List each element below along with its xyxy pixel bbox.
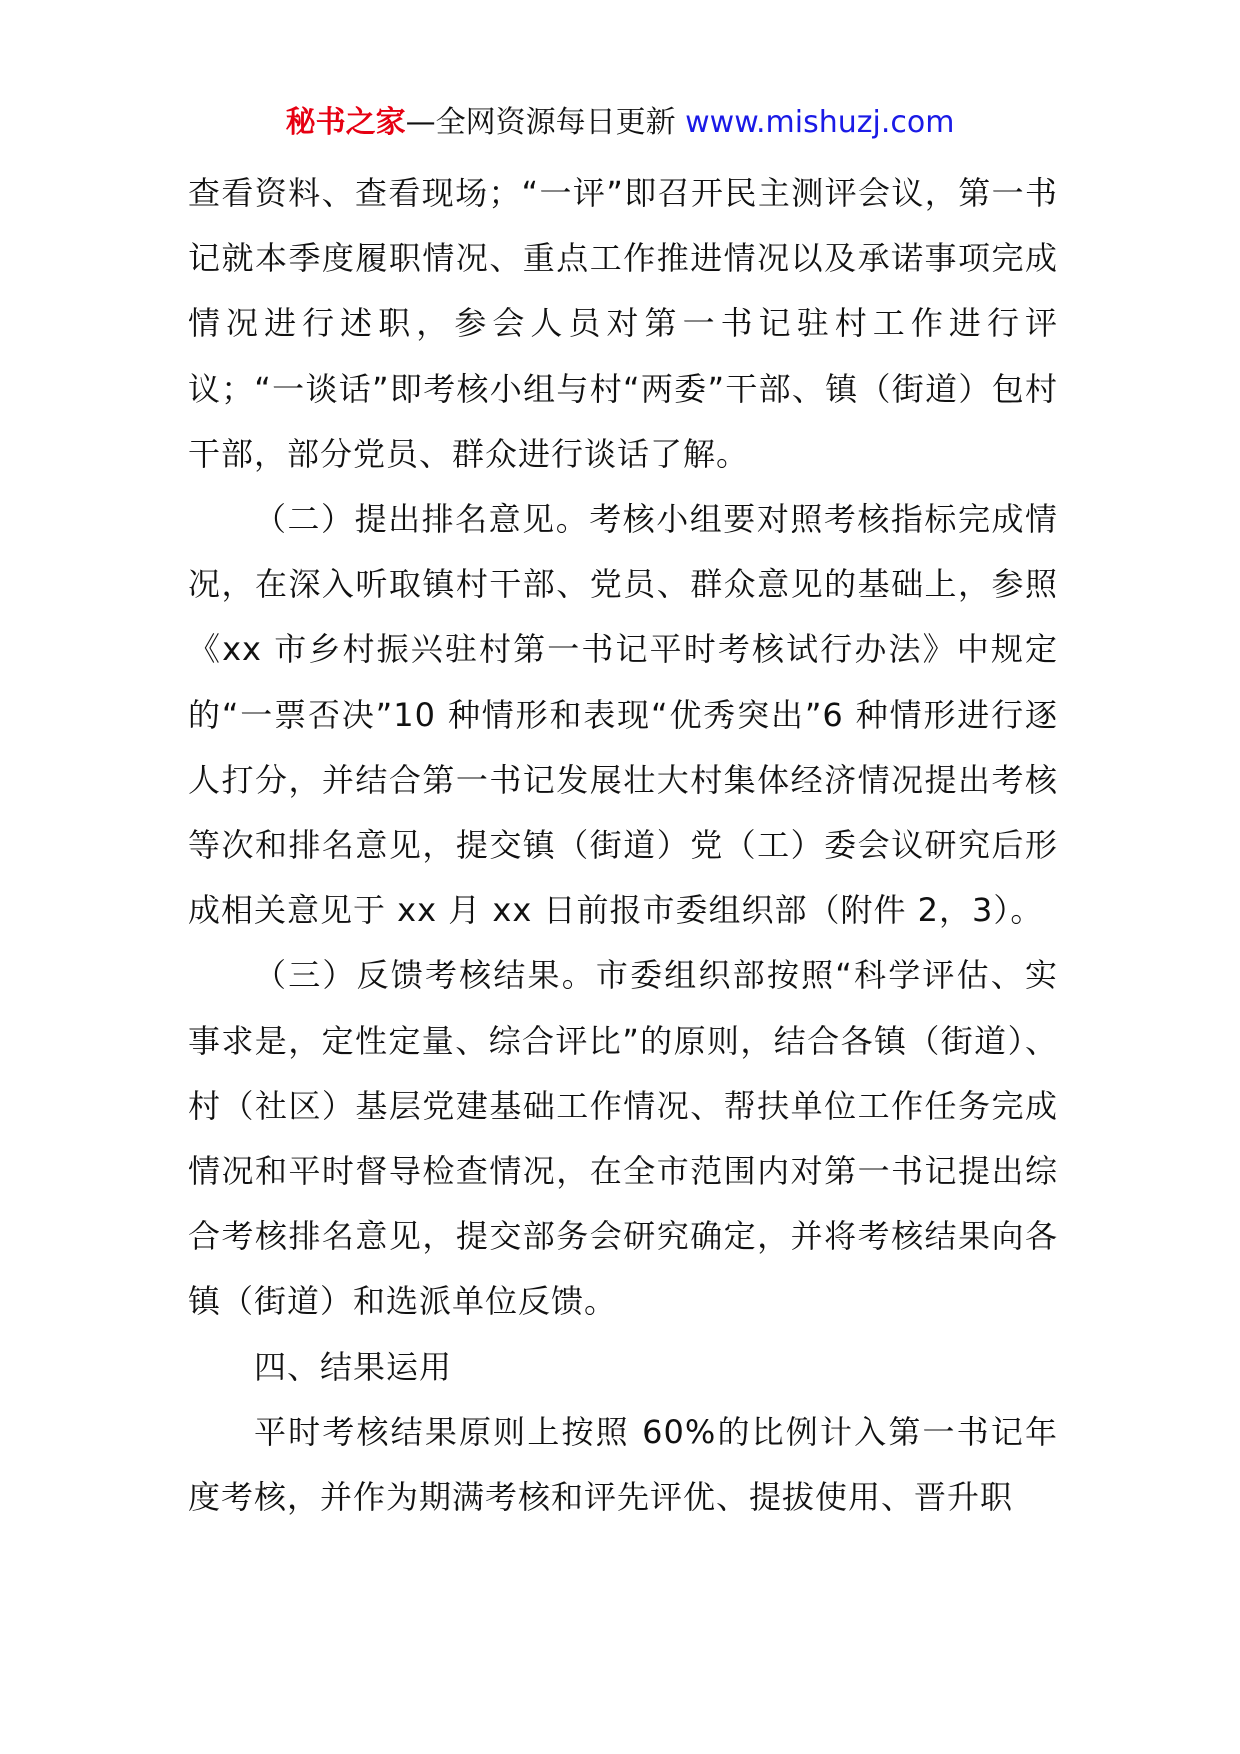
paragraph-ranking-opinion: （二）提出排名意见。考核小组要对照考核指标完成情况，在深入听取镇村干部、党员、群众意见的基础上，参照《xx 市乡村振兴驻村第一书记平时考核试行办法》中规定的“一票否决”10 种情形和表现“优秀突出”6 种情形进行逐人打分，并结合第一书记发展壮大村集体经济情况提出考核等次和排名意见，提交镇（街道）党（工）委会议研究后形成相关意见于 xx 月 xx 日前报市委组织部（附件 2，3）。	[188, 500, 1058, 930]
header-brand: 秘书之家	[285, 105, 406, 140]
header-slogan: —全网资源每日更新	[405, 105, 686, 140]
section-heading-results-use: 四、结果运用	[254, 1347, 453, 1386]
page-header	[0, 100, 1240, 146]
document-body	[188, 161, 1058, 1530]
header-url-link[interactable]: www.mishuzj.com	[685, 105, 955, 140]
paragraph-results-use: 平时考核结果原则上按照 60%的比例计入第一书记年度考核，并作为期满考核和评先评优、提拔使用、晋升职	[188, 1412, 1058, 1517]
paragraph-feedback-results: （三）反馈考核结果。市委组织部按照“科学评估、实事求是，定性定量、综合评比”的原则，结合各镇（街道）、村（社区）基层党建基础工作情况、帮扶单位工作任务完成情况和平时督导检查情况，在全市范围内对第一书记提出综合考核排名意见，提交部务会研究确定，并将考核结果向各镇（街道）和选派单位反馈。	[188, 956, 1058, 1321]
paragraph-continuation: 查看资料、查看现场；“一评”即召开民主测评会议，第一书记就本季度履职情况、重点工作推进情况以及承诺事项完成情况进行述职，参会人员对第一书记驻村工作进行评议；“一谈话”即考核小组与村“两委”干部、镇（街道）包村干部，部分党员、群众进行谈话了解。	[188, 174, 1058, 473]
